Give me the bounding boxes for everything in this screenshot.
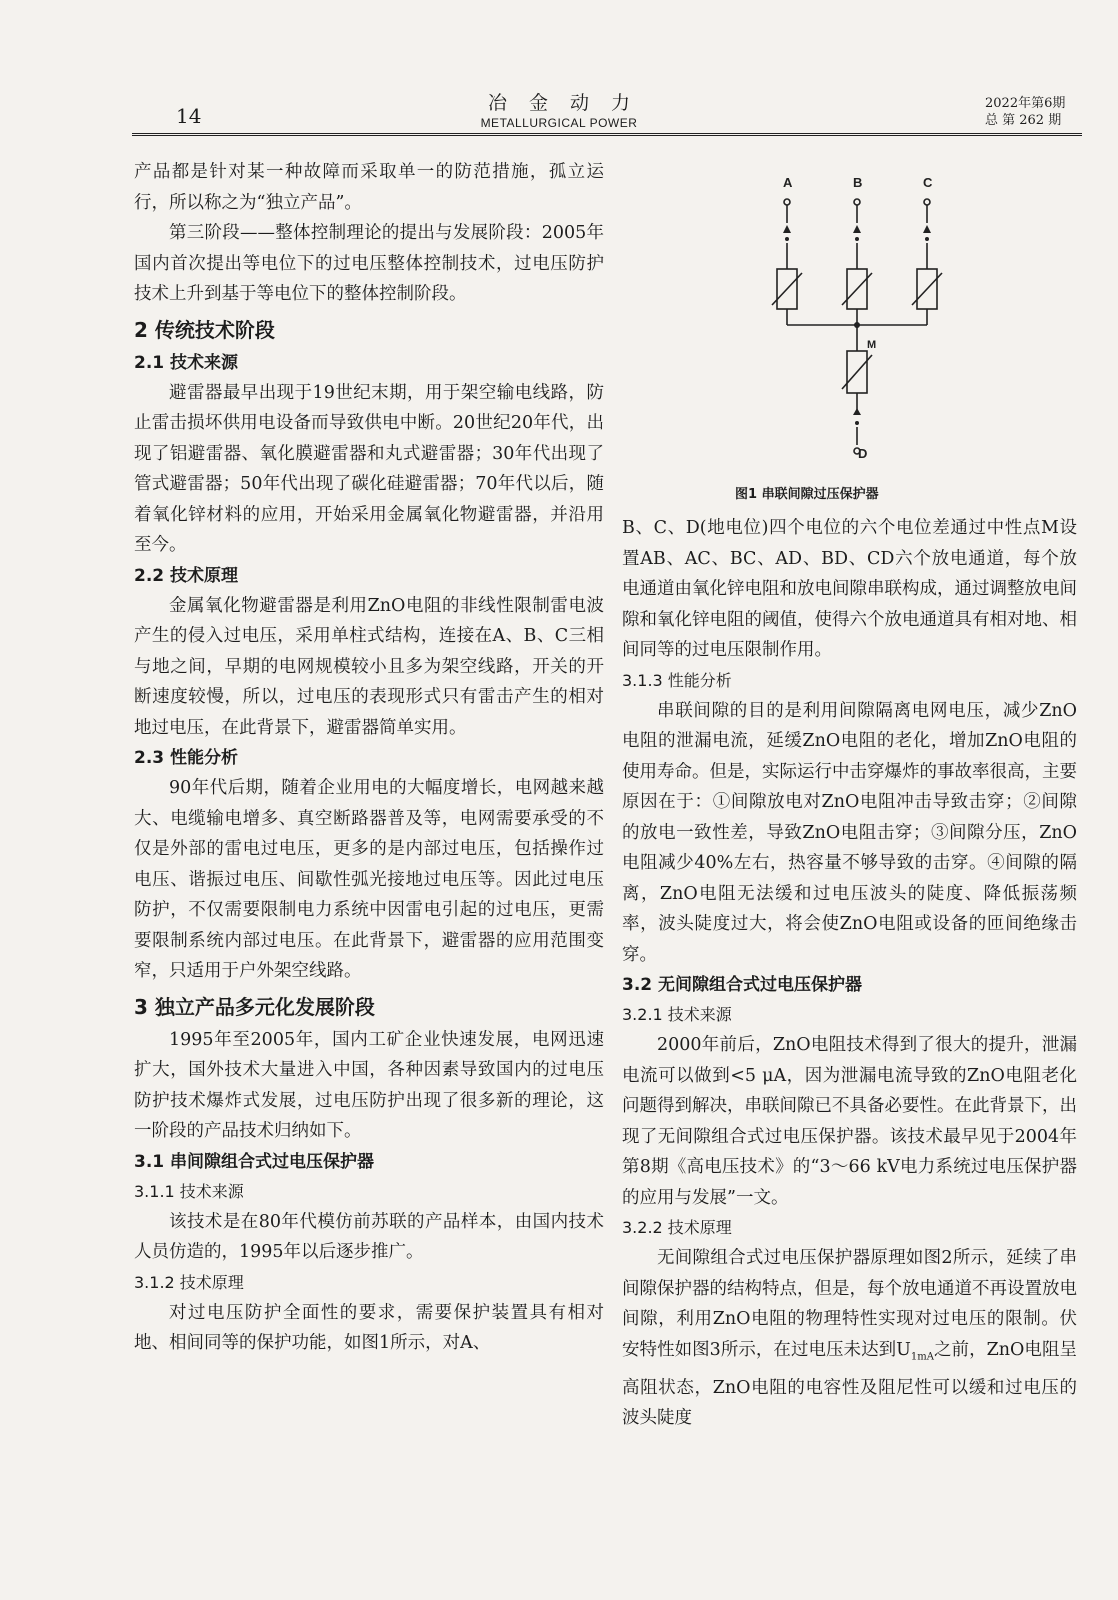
right-column [622,513,1077,1434]
paragraph: 90年代后期，随着企业用电的大幅度增长，电网越来越大、电缆输电增多、真空断路器普及等，电网需要承受的不仅是外部的雷电过电压，更多的是内部过电压，包括操作过电压、谐振过电压、间歇性弧光接地过电压等。因此过电压防护，不仅需要限制电力系统中因雷电引起的过电压，更需要限制系统内部过电压。在此背景下，避雷器的应用范围变窄，只适用于户外架空线路。 [134,778,604,981]
figure-1-circuit [760,165,980,505]
paragraph-part: 无间隙组合式过电压保护器原理如图2所示，延续了串间隙保护器的结构特点，但是，每个放电通道不再设置放电间隙，利用ZnO电阻的物理特性实现对过电压的限制。伏安特性如图3所示，在过电压未达到U [622,1248,1077,1360]
issue-info [985,95,1065,129]
issue-year: 2022年第6期 [985,96,1066,111]
page-header [0,0,1118,140]
paragraph: 第三阶段——整体控制理论的提出与发展阶段：2005年国内首次提出等电位下的过电压整体控制技术，过电压防护技术上升到基于等电位下的整体控制阶段。 [134,223,604,304]
section-heading-3-2-2: 3.2.2 技术原理 [622,1218,732,1237]
section-heading-2-3: 2.3 性能分析 [134,748,239,768]
terminal-c [924,199,930,205]
node-label-c: C [923,175,933,190]
terminal-a [784,199,790,205]
section-heading-2-2: 2.2 技术原理 [134,565,239,586]
issue-total: 总 第 262 期 [985,113,1062,128]
section-heading-3-1-2: 3.1.2 技术原理 [134,1272,244,1292]
section-heading-2: 2 传统技术阶段 [134,317,275,342]
terminal-b [854,199,860,205]
section-heading-2-1: 2.1 技术来源 [134,352,239,373]
node-label-b: B [853,175,863,190]
paragraph: 对过电压防护全面性的要求，需要保护装置具有相对地、相间同等的保护功能，如图1所示，对A、 [134,1302,604,1353]
paragraph: 串联间隙的目的是利用间隙隔离电网电压，减少ZnO电阻的泄漏电流，延缓ZnO电阻的老化，增加ZnO电阻的使用寿命。但是，实际运行中击穿爆炸的事故率很高，主要原因在于：①间隙放电对ZnO电阻冲击导致击穿；②间隙的放电一致性差，导致ZnO电阻击穿；③间隙分压，ZnO电阻减少40%左右，热容量不够导致的击穿。④间隙的隔离，ZnO电阻无法缓和过电压波头的陡度、降低振荡频率，波头陡度过大，将会使ZnO电阻或设备的匝间绝缘击穿。 [622,700,1077,965]
section-heading-3-1: 3.1 串间隙组合式过电压保护器 [134,1151,375,1172]
section-heading-3-2: 3.2 无间隙组合式过电压保护器 [622,975,863,995]
page-number: 14 [176,104,202,128]
paragraph-part: 之前，ZnO电阻呈高阻状态，ZnO电阻的电容性及阻尼性可以缓和过电压的波头陡度 [622,1339,1077,1428]
journal-title-cn: 冶金动力 [487,92,652,114]
paragraph [622,1243,1077,1434]
node-label-d: D [858,446,868,461]
section-heading-3: 3 独立产品多元化发展阶段 [134,994,375,1019]
paragraph: 1995年至2005年，国内工矿企业快速发展，电网迅速扩大，国外技术大量进入中国，各种因素导致国内的过电压防护技术爆炸式发展，过电压防护出现了很多新的理论，这一阶段的产品技术归纳如下。 [134,1029,604,1141]
subscript-1ma: 1mA [910,1351,934,1362]
paragraph: B、C、D(地电位)四个电位的六个电位差通过中性点M设置AB、AC、BC、AD、BD、CD六个放电通道，每个放电通道由氧化锌电阻和放电间隙串联构成，通过调整放电间隙和氧化锌电阻的阈值，使得六个放电通道具有相对地、相间同等的过电压限制作用。 [622,518,1077,660]
section-heading-3-1-3: 3.1.3 性能分析 [622,670,732,690]
section-heading-3-1-1: 3.1.1 技术来源 [134,1181,244,1201]
paragraph: 产品都是针对某一种故障而采取单一的防范措施，孤立运行，所以称之为“独立产品”。 [134,162,604,213]
figure-1-caption: 图1 串联间隙过压保护器 [735,487,879,502]
left-column [134,157,604,1359]
section-heading-3-2-1: 3.2.1 技术来源 [622,1005,732,1024]
circuit-diagram [760,165,980,485]
paragraph: 2000年前后，ZnO电阻技术得到了很大的提升，泄漏电流可以做到<5 μA，因为泄漏电流导致的ZnO电阻老化问题得到解决，串联间隙已不具备必要性。在此背景下，出现了无间隙组合式过电压保护器。该技术最早见于2004年第8期《高电压技术》的“3～66 kV电力系统过电压保护器的应用与发展”一文。 [622,1035,1077,1208]
paragraph: 该技术是在80年代模仿前苏联的产品样本，由国内技术人员仿造的，1995年以后逐步推广。 [134,1211,604,1262]
paragraph: 避雷器最早出现于19世纪末期，用于架空输电线路，防止雷击损坏供用电设备而导致供电中断。20世纪20年代，出现了铝避雷器、氧化膜避雷器和丸式避雷器；30年代出现了管式避雷器；50年代出现了碳化硅避雷器；70年代以后，随着氧化锌材料的应用，开始采用金属氧化物避雷器，并沿用至今。 [134,382,604,555]
journal-title-en: METALLURGICAL POWER [480,116,638,130]
paragraph: 金属氧化物避雷器是利用ZnO电阻的非线性限制雷电波产生的侵入过电压，采用单柱式结构，连接在A、B、C三相与地之间，早期的电网规模较小且多为架空线路，开关的开断速度较慢，所以，过电压的表现形式只有雷击产生的相对地过电压，在此背景下，避雷器简单实用。 [134,595,604,738]
node-label-a: A [783,175,793,190]
neutral-point-m [854,322,860,328]
header-rule [132,133,1082,136]
node-label-m: M [867,339,877,351]
